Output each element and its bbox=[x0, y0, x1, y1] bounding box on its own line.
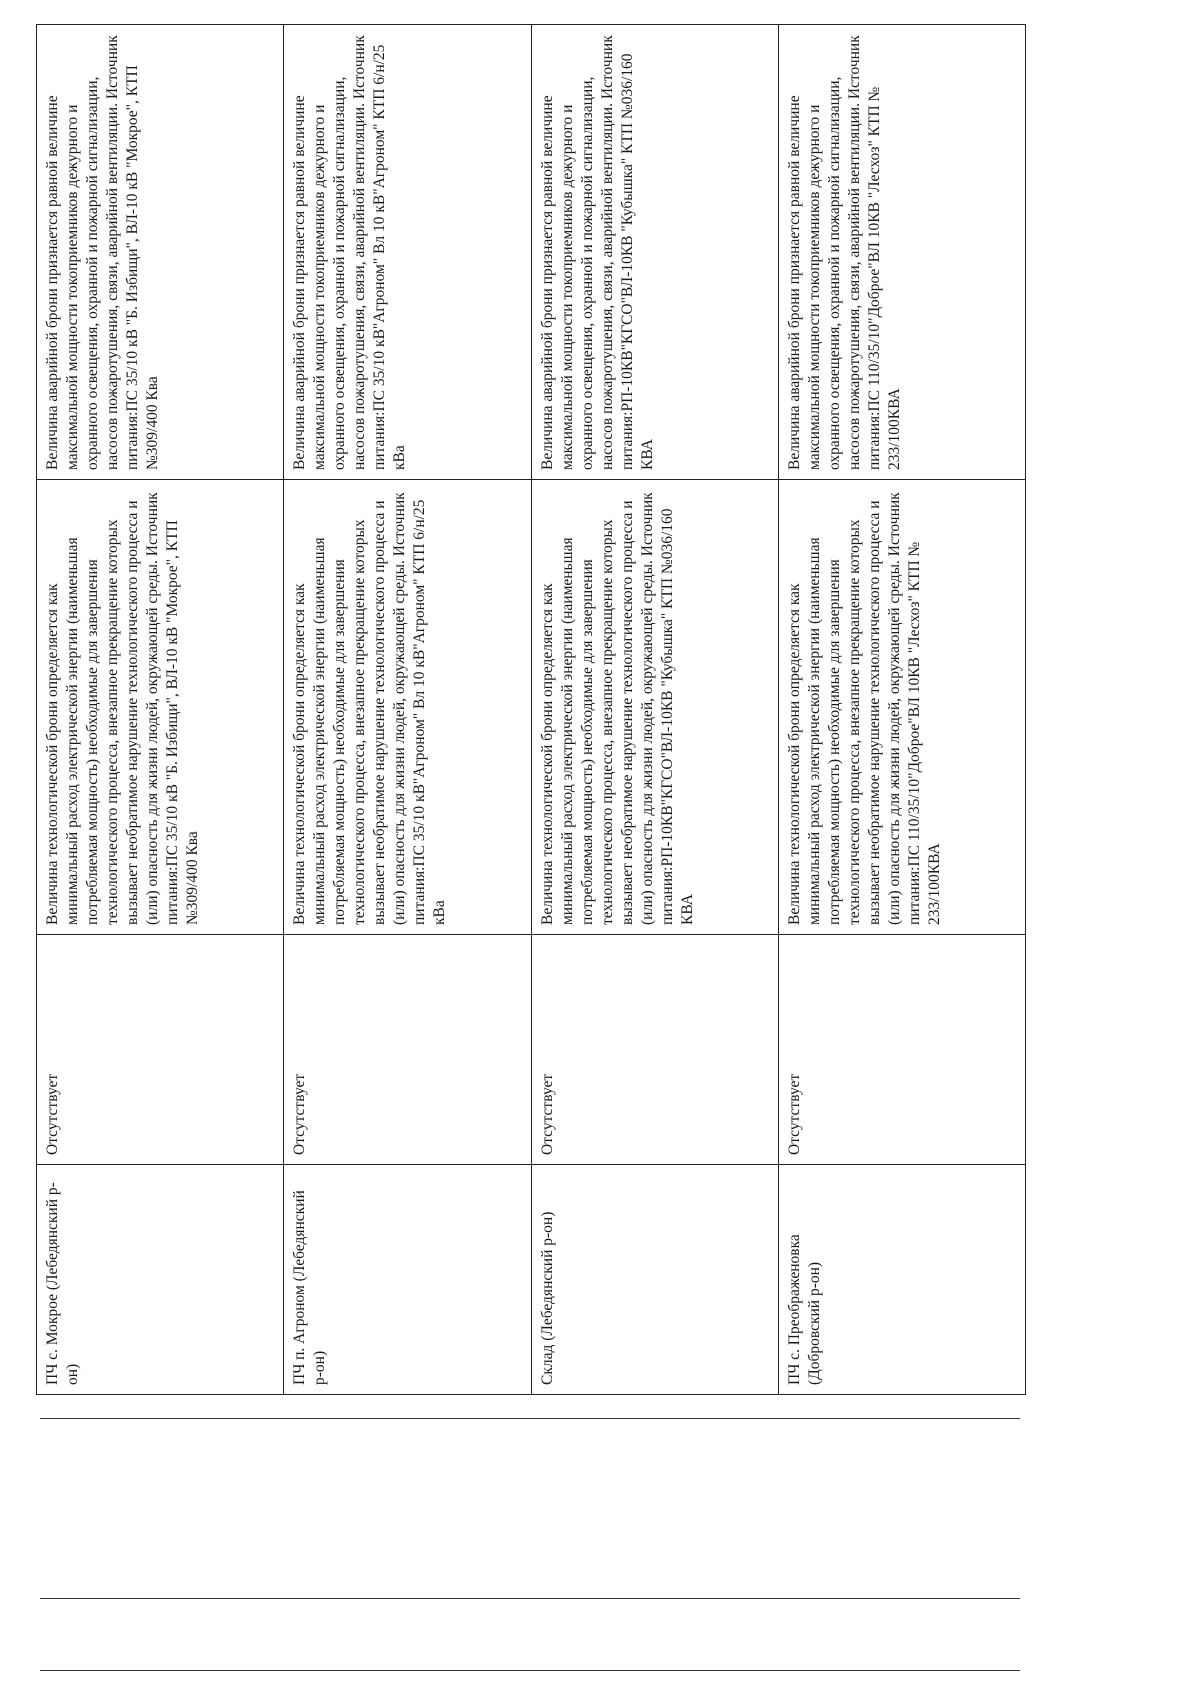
emergency-reserve-cell: Величина аварийной брони признается равной величине максимальной мощности токоприемников дежурного и охранного освещения, охранной и пожарной сигнализации, насосов пожаротушения, связи, аварийной вентиляции. Источник питания:ПС 35/10 кВ "Б. Избищи", ВЛ-10 кВ "Мокрое", КТП №309/400 Ква bbox=[37, 25, 284, 480]
table-row bbox=[531, 25, 778, 1395]
object-cell: ПЧ с. Мокрое (Лебедянский р-он) bbox=[37, 1165, 284, 1395]
emergency-reserve-cell: Величина аварийной брони признается равной величине максимальной мощности токоприемников дежурного и охранного освещения, охранной и пожарной сигнализации, насосов пожаротушения, связи, аварийной вентиляции. Источник питания:ПС 35/10 кВ"Агроном" Вл 10 кВ"Агроном" КТП 6/н/25 кВа bbox=[284, 25, 531, 480]
tech-reserve-cell: Величина технологической брони определяется как минимальный расход электрической энергии (наименьшая потребляемая мощность) необходимые для завершения технологического процесса, внезапное прекращение которых вызывает необратимое нарушение технологического процесса и (или) опасность для жизни людей, окружающей среды. Источник питания:ПС 35/10 кВ"Агроном" Вл 10 кВ"Агроном" КТП 6/н/25 кВа bbox=[284, 480, 531, 935]
status-cell: Отсутствует bbox=[778, 935, 1025, 1165]
separator-line bbox=[40, 1670, 1020, 1671]
table-row bbox=[284, 25, 531, 1395]
table-row bbox=[778, 25, 1025, 1395]
separator-line bbox=[40, 1418, 1020, 1419]
separator-line bbox=[40, 1598, 1020, 1599]
table-row bbox=[37, 25, 284, 1395]
tech-reserve-cell: Величина технологической брони определяется как минимальный расход электрической энергии (наименьшая потребляемая мощность) необходимые для завершения технологического процесса, внезапное прекращение которых вызывает необратимое нарушение технологического процесса и (или) опасность для жизни людей, окружающей среды. Источник питания:ПС 35/10 кВ "Б. Избищи", ВЛ-10 кВ "Мокрое", КТП №309/400 Ква bbox=[37, 480, 284, 935]
object-cell: ПЧ с. Преображеновка (Добровский р-он) bbox=[778, 1165, 1025, 1395]
status-cell: Отсутствует bbox=[37, 935, 284, 1165]
tech-reserve-cell: Величина технологической брони определяется как минимальный расход электрической энергии (наименьшая потребляемая мощность) необходимые для завершения технологического процесса, внезапное прекращение которых вызывает необратимое нарушение технологического процесса и (или) опасность для жизни людей, окружающей среды. Источник питания:ПС 110/35/10"Доброе"ВЛ 10КВ "Лесхоз" КТП № 233/100КВА bbox=[778, 480, 1025, 935]
object-cell: ПЧ п. Агроном (Лебедянский р-он) bbox=[284, 1165, 531, 1395]
emergency-reserve-cell: Величина аварийной брони признается равной величине максимальной мощности токоприемников дежурного и охранного освещения, охранной и пожарной сигнализации, насосов пожаротушения, связи, аварийной вентиляции. Источник питания:РП-10КВ"КГСО"ВЛ-10КВ "Кубышка" КТП №036/160 КВА bbox=[531, 25, 778, 480]
status-cell: Отсутствует bbox=[531, 935, 778, 1165]
emergency-reserve-cell: Величина аварийной брони признается равной величине максимальной мощности токоприемников дежурного и охранного освещения, охранной и пожарной сигнализации, насосов пожаротушения, связи, аварийной вентиляции. Источник питания:ПС 110/35/10"Доброе"ВЛ 10КВ "Лесхоз" КТП № 233/100КВА bbox=[778, 25, 1025, 480]
status-cell: Отсутствует bbox=[284, 935, 531, 1165]
tech-reserve-cell: Величина технологической брони определяется как минимальный расход электрической энергии (наименьшая потребляемая мощность) необходимые для завершения технологического процесса, внезапное прекращение которых вызывает необратимое нарушение технологического процесса и (или) опасность для жизни людей, окружающей среды. Источник питания:РП-10КВ"КГСО"ВЛ-10КВ "Кубышка" КТП №036/160 КВА bbox=[531, 480, 778, 935]
object-cell: Склад (Лебедянский р-он) bbox=[531, 1165, 778, 1395]
rotated-table-container bbox=[36, 25, 1026, 1395]
power-reserve-table bbox=[36, 24, 1026, 1395]
